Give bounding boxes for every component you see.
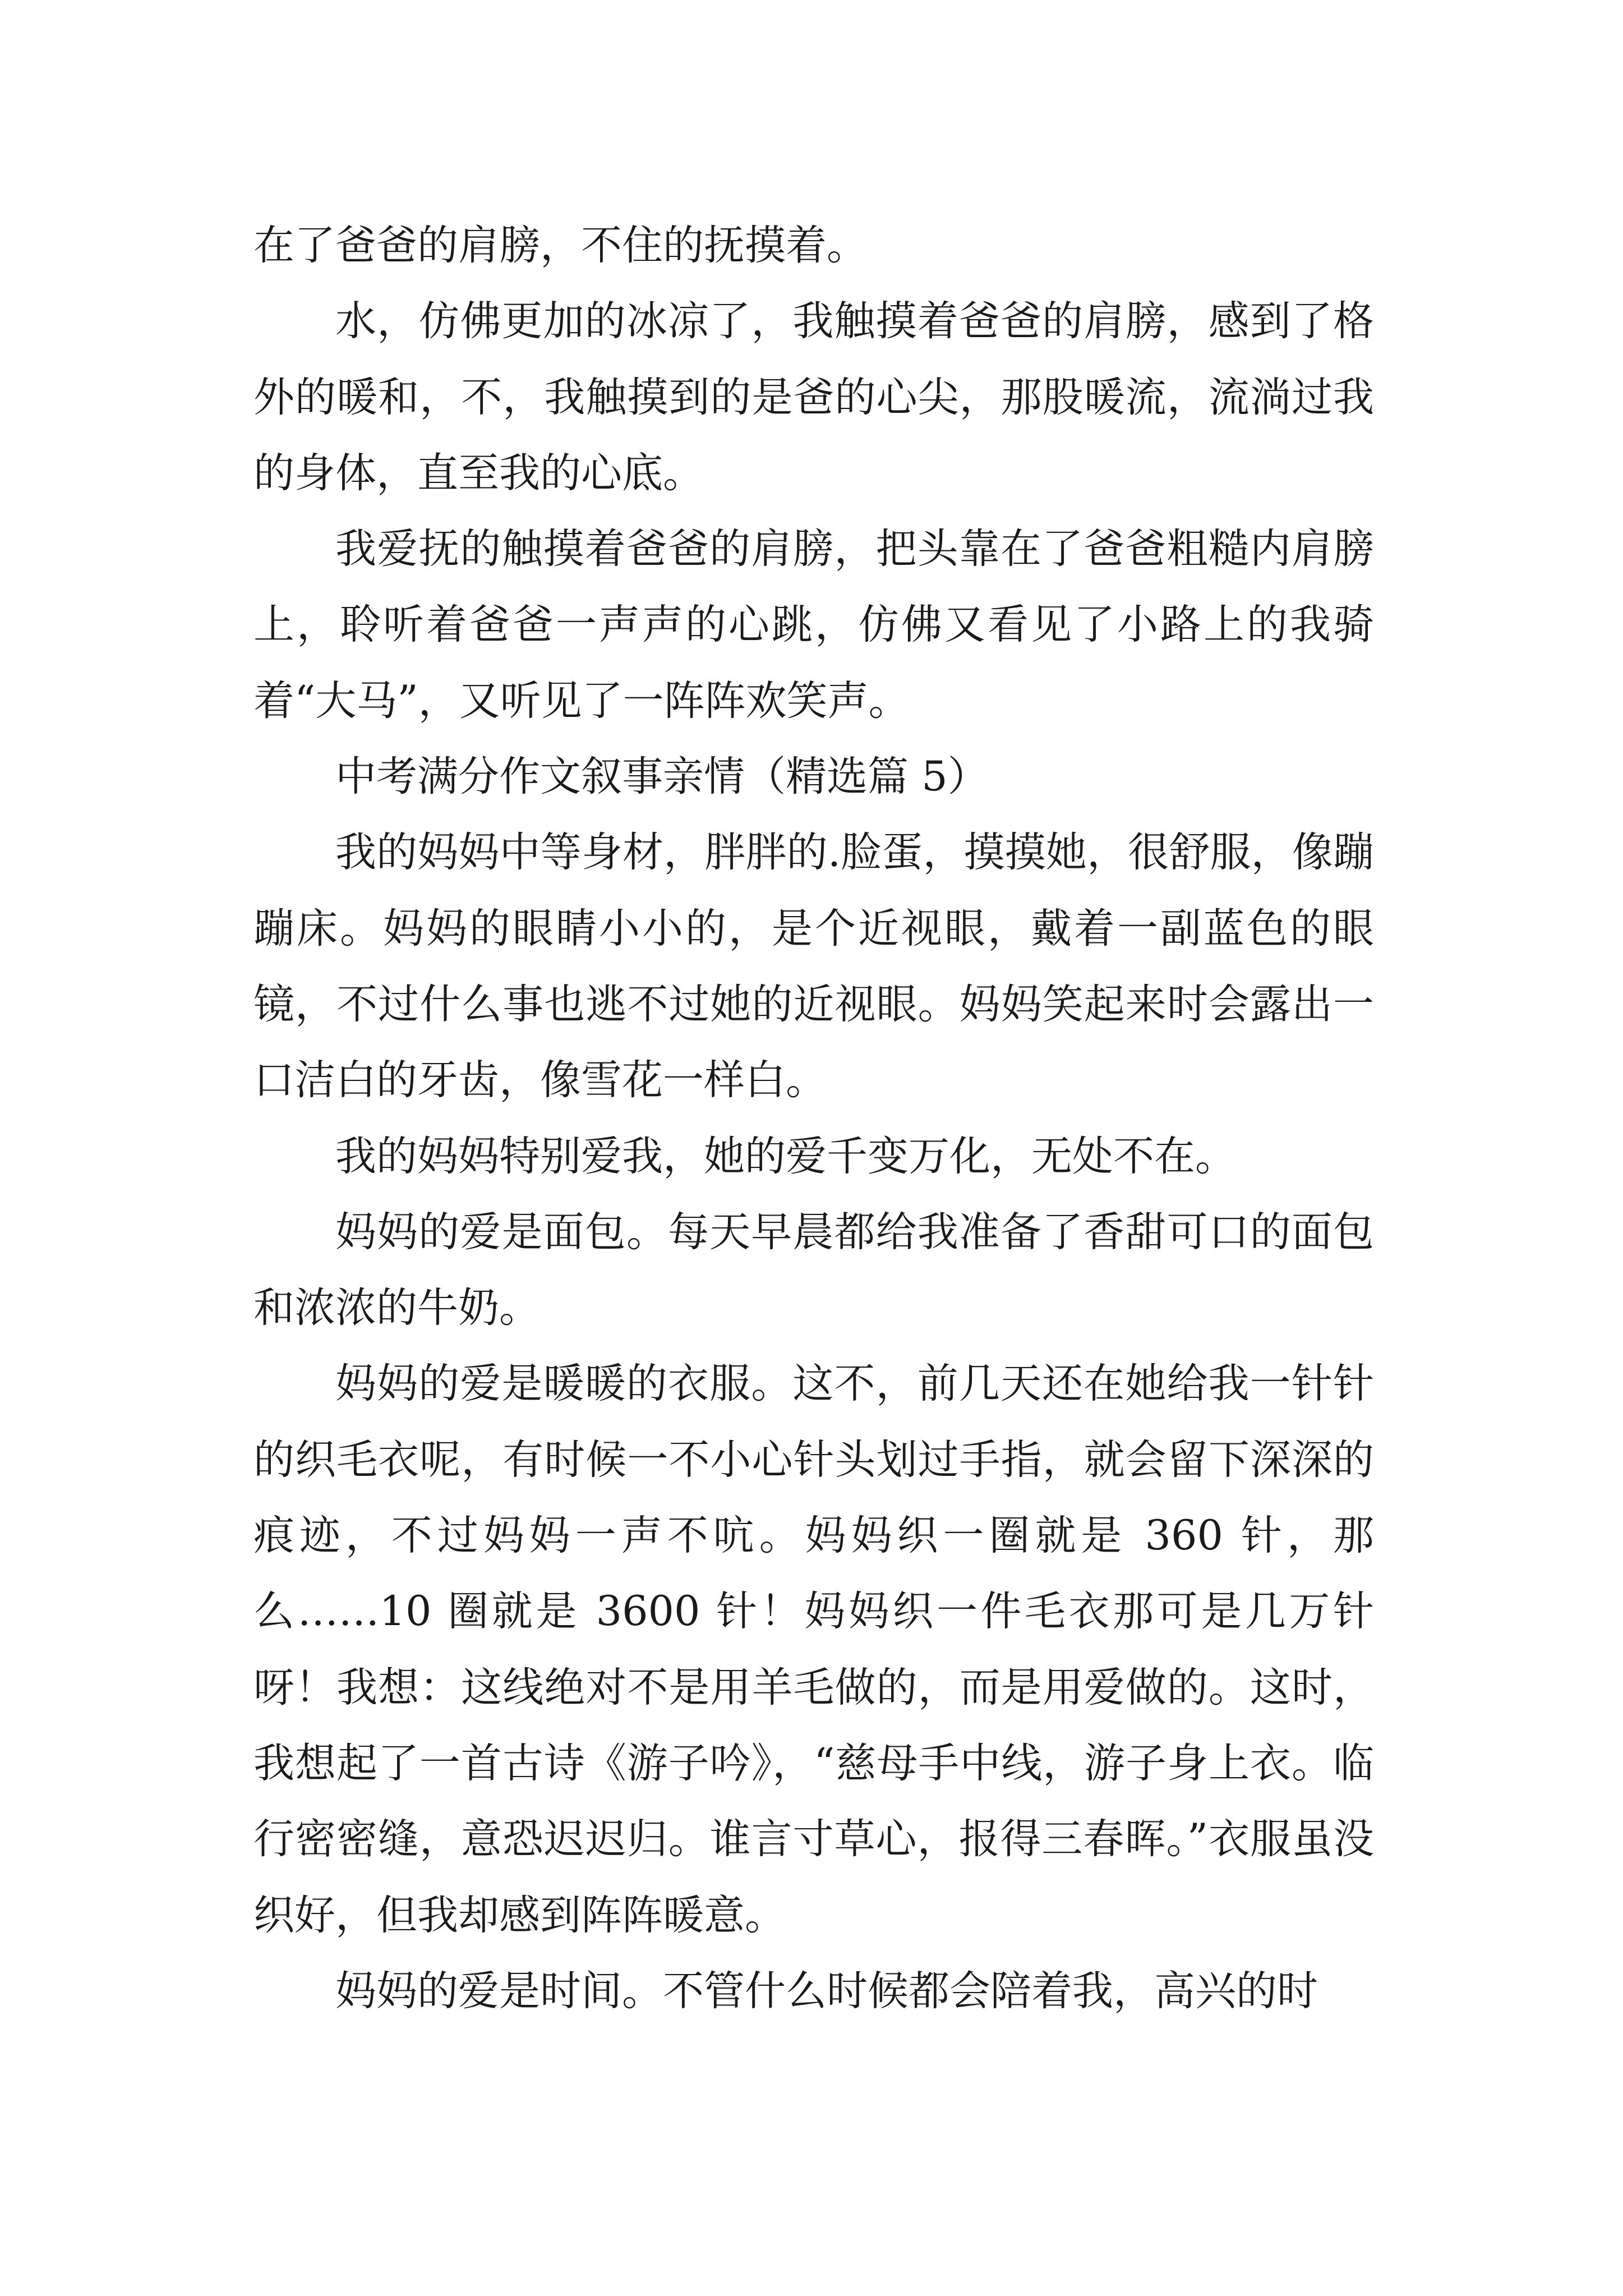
- paragraph: 我的妈妈中等身材，胖胖的.脸蛋，摸摸她，很舒服，像蹦蹦床。妈妈的眼睛小小的，是个近视眼，戴着一副蓝色的眼镜，不过什么事也逃不过她的近视眼。妈妈笑起来时会露出一口洁白的牙齿，像雪花一样白。: [253, 829, 1374, 1105]
- paragraph-continuation: 在了爸爸的肩膀，不住的抚摸着。: [253, 222, 868, 269]
- section-heading: 中考满分作文叙事亲情（精选篇 5）: [335, 753, 989, 801]
- paragraph: 妈妈的爱是面包。每天早晨都给我准备了香甜可口的面包和浓浓的牛奶。: [253, 1208, 1374, 1332]
- paragraph: 水，仿佛更加的冰凉了，我触摸着爸爸的肩膀，感到了格外的暖和，不，我触摸到的是爸的心尖，那股暖流，流淌过我的身体，直至我的心底。: [253, 297, 1374, 497]
- paragraph: 我的妈妈特别爱我，她的爱千变万化，无处不在。: [335, 1132, 1236, 1180]
- document-body: [253, 208, 1374, 2029]
- paragraph: 妈妈的爱是时间。不管什么时候都会陪着我，高兴的时: [335, 1967, 1318, 2015]
- paragraph: 我爱抚的触摸着爸爸的肩膀，把头靠在了爸爸粗糙内肩膀上，聆听着爸爸一声声的心跳，仿佛又看见了小路上的我骑着“大马”，又听见了一阵阵欢笑声。: [253, 525, 1374, 725]
- paragraph: 妈妈的爱是暖暖的衣服。这不，前几天还在她给我一针针的织毛衣呢，有时候一不小心针头划过手指，就会留下深深的痕迹，不过妈妈一声不吭。妈妈织一圈就是 360 针，那么……10 圈就是 3600 针！妈妈织一件毛衣那可是几万针呀！我想：这线绝对不是用羊毛做的，而是用爱做的。这时，我想起了一首古诗《游子吟》，“慈母手中线，游子身上衣。临行密密缝，意恐迟迟归。谁言寸草心，报得三春晖。”衣服虽没织好，但我却感到阵阵暖意。: [253, 1360, 1374, 1939]
